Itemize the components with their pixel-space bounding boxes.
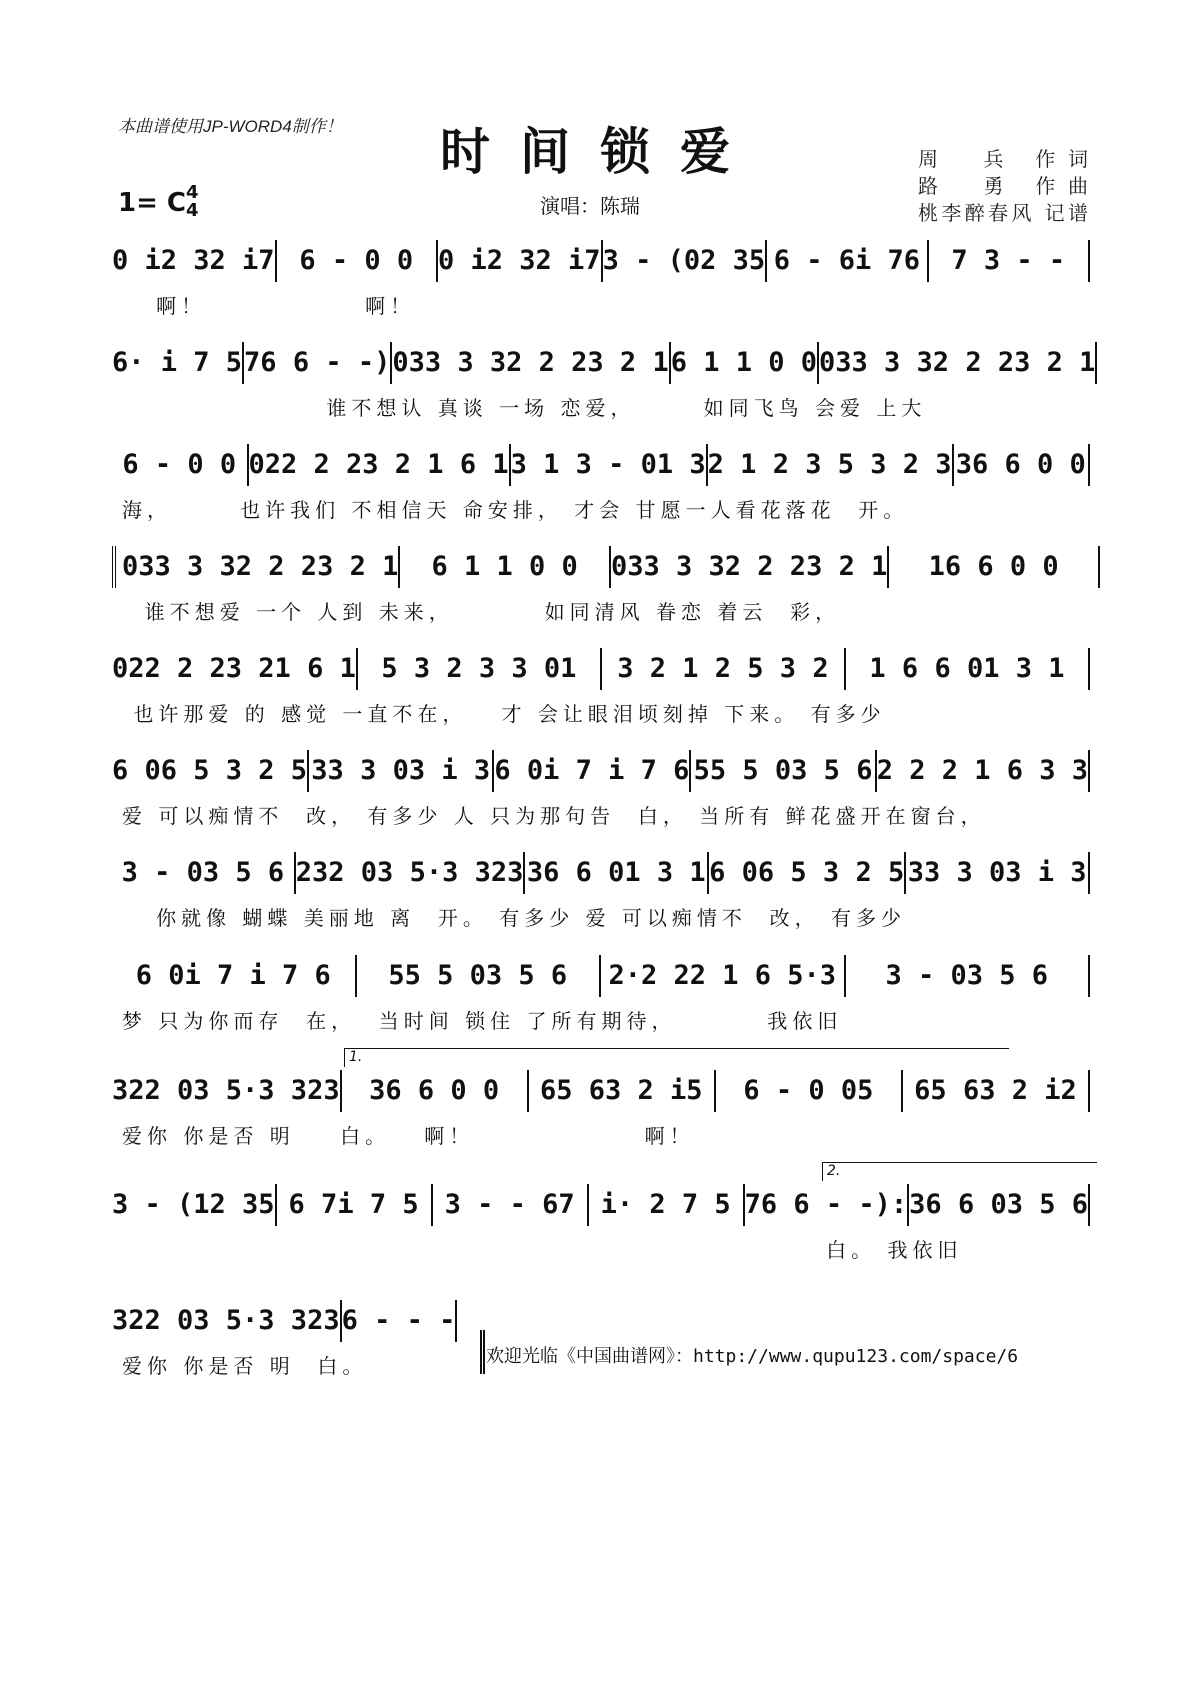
measure: 6 1 1 0 0 <box>400 546 611 588</box>
measure: 3 1 3 - 01 3 <box>511 444 708 486</box>
measure: 6 06 5 3 2 5 <box>112 750 309 792</box>
lyrics-line: 谁不想爱 一个 人到 未来， 如同清风 眷恋 着云 彩， <box>122 600 841 624</box>
lyrics-line: 也许那爱 的 感觉 一直不在， 才 会让眼泪顷刻掉 下来。 有多少 <box>122 702 886 726</box>
measure: 322 03 5·3 323 <box>112 1070 342 1112</box>
measure: 0 i2 32 i7 <box>438 240 603 282</box>
measure: 33 3 03 i 3 <box>906 852 1090 894</box>
measure: 55 5 03 5 6 <box>357 955 602 997</box>
time-signature <box>186 184 199 220</box>
measure: 36 6 0 0 <box>954 444 1091 486</box>
measure: 76 6 - -) <box>244 342 392 384</box>
measure: 0 i2 32 i7 <box>112 240 277 282</box>
measure: 033 3 32 2 23 2 1 <box>392 342 670 384</box>
credits <box>918 146 1088 227</box>
measure: 36 6 03 5 6 <box>909 1184 1090 1226</box>
measure: 033 3 32 2 23 2 1 <box>819 342 1097 384</box>
notes-row <box>112 1300 456 1342</box>
time-signature-top: 4 <box>186 182 199 203</box>
score-system <box>112 1300 472 1400</box>
score-system <box>112 852 1102 952</box>
score-system <box>112 1049 1102 1170</box>
score-system <box>112 240 1102 340</box>
measure: 6 - 6i 76 <box>767 240 928 282</box>
maker-note: 本曲谱使用JP-WORD4制作！ <box>118 117 343 136</box>
lyrics-line: 谁不想认 真谈 一场 恋爱， 如同飞鸟 会爱 上大 <box>122 396 927 420</box>
measure: 55 5 03 5 6 <box>691 750 876 792</box>
measure: 033 3 32 2 23 2 1 <box>611 546 889 588</box>
volta-ending: 1. <box>344 1048 1009 1067</box>
measure: 6 0i 7 i 7 6 <box>112 955 357 997</box>
measure: 6 7i 7 5 <box>277 1184 433 1226</box>
notes-row <box>112 1070 1090 1112</box>
lyrics-line: 爱 可以痴情不 改， 有多少 人 只为那句告 白， 当所有 鲜花盛开在窗台， <box>122 804 986 828</box>
notes-row <box>112 955 1090 997</box>
measure: 232 03 5·3 323 <box>296 852 526 894</box>
notes-row <box>112 750 1090 792</box>
measure: 2 2 2 1 6 3 3 <box>877 750 1090 792</box>
measure: 6 06 5 3 2 5 <box>709 852 906 894</box>
volta-ending: 2. <box>822 1162 1097 1181</box>
measure: 6 0i 7 i 7 6 <box>494 750 691 792</box>
measure: 6 - 0 0 <box>277 240 438 282</box>
measure: 5 3 2 3 3 01 <box>358 648 602 690</box>
notes-row <box>112 240 1090 282</box>
measure: 36 6 0 0 <box>342 1070 529 1112</box>
lyrics-line: 爱你 你是否 明 白。 啊！ 啊！ <box>122 1124 695 1148</box>
singer: 演唱：陈瑞 <box>540 194 640 218</box>
lyrics-line: 梦 只为你而存 在， 当时间 锁住 了所有期待， 我依旧 <box>122 1009 843 1033</box>
measure: 3 - (02 35 <box>603 240 768 282</box>
lyrics-line: 啊！ 啊！ <box>122 294 416 318</box>
lyrics-line: 你就像 蝴蝶 美丽地 离 开。 有多少 爱 可以痴情不 改， 有多少 <box>122 906 907 930</box>
measure: 7 3 - - <box>929 240 1090 282</box>
notes-row <box>112 1184 1090 1226</box>
measure: 6 - - - <box>342 1300 458 1342</box>
score-system <box>112 648 1102 748</box>
footer-note: 欢迎光临《中国曲谱网》：http://www.qupu123.com/space/6 <box>486 1346 1019 1367</box>
measure: 33 3 03 i 3 <box>309 750 494 792</box>
measure: 022 2 23 2 1 6 1 <box>249 444 511 486</box>
final-barline <box>480 1330 485 1374</box>
measure: 2 1 2 3 5 3 2 3 <box>708 444 954 486</box>
measure: 3 - (12 35 <box>112 1184 277 1226</box>
measure: 16 6 0 0 <box>889 546 1100 588</box>
notes-row <box>112 342 1096 384</box>
measure: 6· i 7 5 <box>112 342 244 384</box>
credit-lyricist: 周 兵 作词 <box>918 147 1088 171</box>
measure: 3 - 03 5 6 <box>846 955 1091 997</box>
score-system <box>112 955 1102 1055</box>
measure: 76 6 - -): <box>745 1184 910 1226</box>
credit-composer: 路 勇 作曲 <box>918 174 1088 198</box>
measure: 1 6 6 01 3 1 <box>846 648 1090 690</box>
lyrics-line: 海， 也许我们 不相信天 命安排， 才会 甘愿一人看花落花 开。 <box>122 498 909 522</box>
measure: 2·2 22 1 6 5·3 <box>601 955 846 997</box>
song-title: 时间锁爱 <box>440 122 760 181</box>
measure: 322 03 5·3 323 <box>112 1300 342 1342</box>
measure: 65 63 2 i2 <box>903 1070 1090 1112</box>
key-signature: 1= C <box>118 188 187 218</box>
measure: 033 3 32 2 23 2 1 <box>122 546 400 588</box>
measure: 6 - 0 0 <box>112 444 249 486</box>
measure: 6 1 1 0 0 <box>671 342 819 384</box>
notes-row <box>112 852 1090 894</box>
score-system <box>112 342 1102 442</box>
measure: 3 - - 67 <box>433 1184 589 1226</box>
score-system <box>112 546 1102 646</box>
measure: i· 2 7 5 <box>589 1184 745 1226</box>
measure: 65 63 2 i5 <box>529 1070 716 1112</box>
score-system <box>112 750 1102 850</box>
measure: 36 6 01 3 1 <box>525 852 709 894</box>
measure: 3 2 1 2 5 3 2 <box>602 648 846 690</box>
notes-row <box>112 444 1090 486</box>
credit-transcriber: 桃李醉春风 记谱 <box>918 201 1088 225</box>
measure: 022 2 23 21 6 1 <box>112 648 358 690</box>
time-signature-bottom: 4 <box>186 200 199 221</box>
lyrics-line: 爱你 你是否 明 白。 <box>122 1354 368 1378</box>
lyrics-line: 白。 我依旧 <box>122 1238 963 1262</box>
measure: 3 - 03 5 6 <box>112 852 296 894</box>
measure: 6 - 0 05 <box>716 1070 903 1112</box>
score-system <box>112 444 1102 544</box>
score-system <box>112 1163 1102 1284</box>
notes-row <box>112 546 1100 588</box>
notes-row <box>112 648 1090 690</box>
